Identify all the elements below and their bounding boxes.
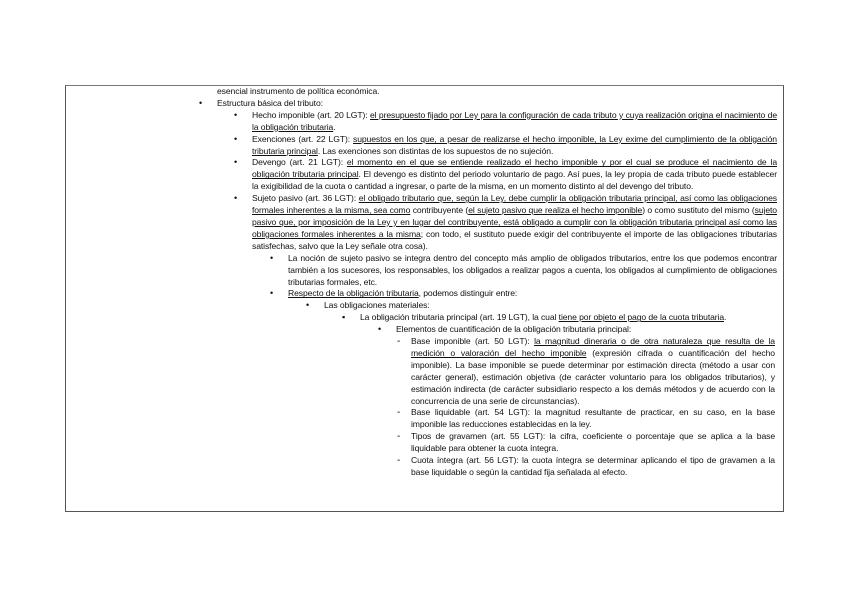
exenciones-definition: supuestos en los que, a pesar de realizarse el hecho imponible, la Ley exime del cumplimiento de la obligación tributaria principal (252, 133, 777, 156)
list-item-sujeto-pasivo (234, 193, 777, 253)
document-body (66, 86, 783, 479)
list-item-tipos-gravamen (397, 431, 775, 455)
bullet-icon: • (378, 324, 382, 335)
bullet-icon: • (234, 133, 238, 144)
estructura-text: Estructura básica del tributo: (217, 97, 323, 108)
list-item-devengo (234, 157, 777, 193)
sujeto-contribuyente: contribuyente ( (410, 205, 469, 216)
intro-text: esencial instrumento de política económica. (217, 86, 380, 96)
hecho-definition: el presupuesto fijado por Ley para la configuración de cada tributo y cuya realización origina el nacimiento de la obligación tributaria (252, 109, 777, 132)
bullet-icon: • (234, 109, 238, 120)
principal-definition: tiene por objeto el pago de la cuota tributaria (558, 312, 725, 323)
list-item-obligacion-principal (342, 312, 777, 324)
nocion-text: La noción de sujeto pasivo se integra dentro del concepto más amplio de obligados tributarios, entre los que podemos encontrar también a los sucesores, los responsables, los obligados a realizar pagos a cuenta, los obligados al cumplimiento de obligaciones tributarias formales, etc. (288, 252, 777, 287)
sustituto-definition: sujeto pasivo que, por imposición de la Ley y en lugar del contribuyente, está obligado a cumplir con la obligación tributaria principal así como las obligaciones formales inherentes a la misma (252, 205, 777, 239)
devengo-definition: el momento en el que se entiende realizado el hecho imponible y por el cual se produce el nacimiento de la obligación tributaria principal (252, 157, 777, 180)
bullet-icon: • (270, 288, 274, 299)
principal-label: La obligación tributaria principal (art. 19 LGT), la cual (360, 312, 559, 323)
dash-bullet-icon: - (397, 407, 401, 419)
intro-paragraph (217, 86, 777, 98)
dash-bullet-icon: - (397, 431, 401, 443)
exenciones-end: . Las exenciones son distintas de los supuestos de no sujeción. (317, 145, 554, 156)
dash-bullet-icon: - (397, 336, 401, 348)
base-definition: la magnitud dineraria o de otra naturaleza que resulta de la medición o valoración del hecho imponible (411, 336, 775, 358)
bullet-icon: • (234, 157, 238, 168)
list-item-nocion (270, 252, 777, 289)
respecto-end: , podemos distinguir entre: (418, 288, 518, 299)
list-item-base-imponible (397, 336, 775, 407)
devengo-end: . El devengo es distinto del periodo voluntario de pago. Así pues, la ley propia de cada tributo puede establecer la exigibilidad de la cuota o cantidad a ingresar, o parte de la misma, en un momento distinto al del devengo del tributo. (252, 169, 777, 192)
bullet-icon: • (199, 97, 203, 108)
contribuyente-definition: el sujeto pasivo que realiza el hecho imponible (468, 205, 643, 216)
list-item-estructura (199, 97, 777, 110)
base-label: Base imponible (art. 50 LGT): (411, 336, 535, 347)
exenciones-label: Exenciones (art. 22 LGT): (252, 133, 353, 144)
list-item-exenciones (234, 133, 777, 158)
square-bullet-icon: ▪ (342, 312, 346, 323)
sujeto-sustituto: ) o como sustituto del mismo ( (642, 205, 755, 216)
list-item-elementos (378, 324, 777, 336)
sujeto-definition: el obligado tributario que, según la Ley, debe cumplir la obligación tributaria principal, así como las obligaciones formales inherentes a la misma, sea como (252, 193, 777, 216)
liquidable-text: Base liquidable (art. 54 LGT): la magnitud resultante de practicar, en su caso, en la base imponible las reducciones establecidas en la ley. (411, 407, 775, 430)
materiales-text: Las obligaciones materiales: (324, 300, 430, 311)
bullet-icon: • (270, 252, 274, 263)
devengo-label: Devengo (art. 21 LGT): (252, 157, 347, 168)
list-item-cuota-integra (397, 455, 775, 479)
base-end: (expresión cifrada o cuantificación del hecho imponible). La base imponible se puede determinar por estimación directa (método a usar con carácter general), estimación objetiva (de carácter voluntario para los obligados tributarios), y estimación indirecta (de carácter subsidiario respecto a los demás métodos y de acuerdo con la concurrencia de una serie de circunstancias). (411, 347, 775, 406)
document-frame (65, 85, 784, 512)
cuota-text: Cuota íntegra (art. 56 LGT): la cuota íntegra se determinar aplicando el tipo de gravamen a la base liquidable o según la cantidad fija señalada al efecto. (411, 455, 775, 477)
sujeto-label: Sujeto pasivo (art. 36 LGT): (252, 193, 359, 204)
bullet-icon: • (234, 193, 238, 204)
bullet-icon: • (306, 300, 310, 311)
hecho-label: Hecho imponible (art. 20 LGT): (252, 109, 370, 120)
elementos-text: Elementos de cuantificación de la obligación tributaria principal: (396, 324, 632, 335)
sujeto-end: ; con todo, el sustituto puede exigir del contribuyente el importe de las obligaciones tributarias satisfechas, salvo que la Ley señale otra cosa). (252, 228, 777, 251)
hecho-end: . (333, 121, 336, 132)
respecto-underlined: Respecto de la obligación tributaria (288, 288, 419, 299)
tipos-text: Tipos de gravamen (art. 55 LGT): la cifra, coeficiente o porcentaje que se aplica a la base liquidable para obtener la cuota íntegra. (411, 431, 775, 454)
dash-bullet-icon: - (397, 455, 401, 467)
list-item-base-liquidable (397, 407, 775, 431)
list-item-hecho-imponible (234, 109, 777, 134)
principal-end: . (724, 312, 727, 323)
list-item-respecto (270, 288, 777, 300)
list-item-materiales (306, 300, 777, 312)
